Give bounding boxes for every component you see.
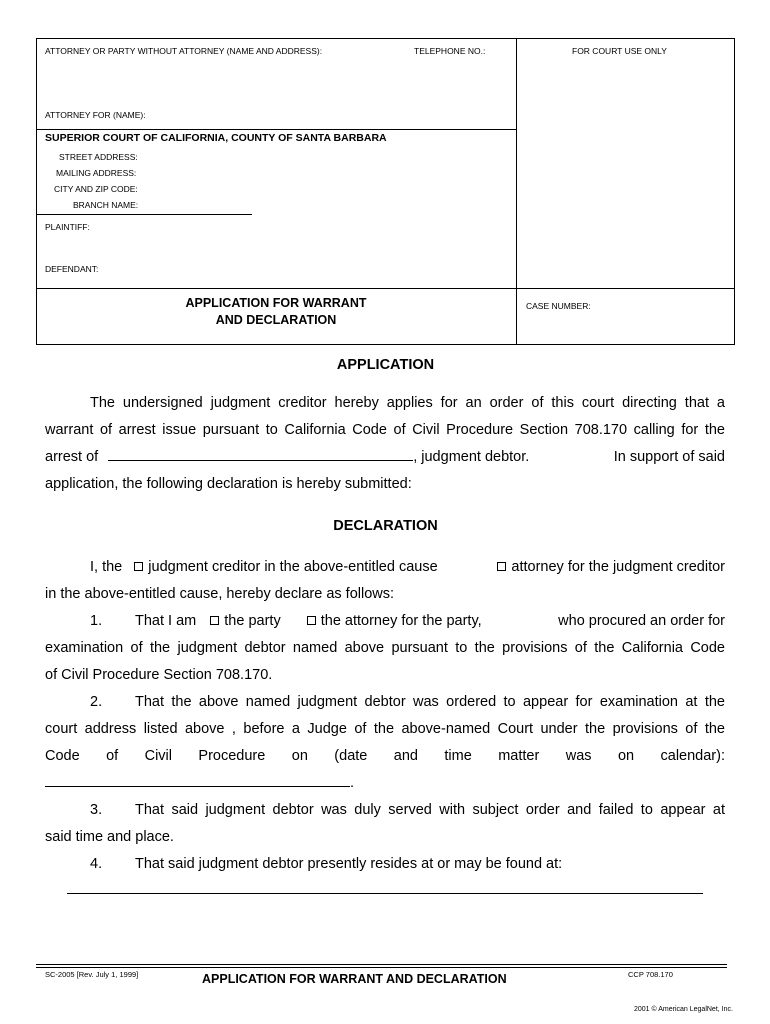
header-right-border bbox=[734, 38, 735, 345]
declaration-intro-line1 bbox=[45, 554, 725, 581]
form-id: SC-2005 [Rev. July 1, 1999] bbox=[45, 970, 139, 979]
paragraph-3-line2: said time and place. bbox=[45, 829, 174, 845]
application-heading: APPLICATION bbox=[336, 357, 435, 373]
paragraph-2-period: . bbox=[350, 775, 355, 791]
address-blank-line[interactable] bbox=[67, 893, 703, 894]
attorney-for-party-option: the attorney for the party, bbox=[320, 613, 482, 629]
paragraph-4-number: 4. bbox=[90, 856, 103, 872]
paragraph-3-line1 bbox=[45, 797, 725, 824]
telephone-label: TELEPHONE NO.: bbox=[414, 46, 486, 56]
paragraph-4-text: That said judgment debtor presently resides at or may be found at: bbox=[135, 856, 563, 872]
document-title-line1: APPLICATION FOR WARRANT bbox=[185, 296, 367, 310]
application-body bbox=[45, 390, 725, 498]
city-zip-label: CITY AND ZIP CODE: bbox=[54, 184, 138, 194]
copyright: 2001 © American LegalNet, Inc. bbox=[634, 1006, 733, 1013]
calendar-date-blank[interactable] bbox=[45, 772, 350, 787]
paragraph-4-line1 bbox=[45, 851, 725, 878]
declaration-intro-line2: in the above-entitled cause, hereby declare as follows: bbox=[45, 586, 395, 602]
footer-title: APPLICATION FOR WARRANT AND DECLARATION bbox=[202, 972, 507, 986]
paragraph-1-line2: examination of the judgment debtor named above pursuant to the provisions of the California Code bbox=[45, 640, 725, 656]
street-address-label: STREET ADDRESS: bbox=[59, 152, 138, 162]
court-use-label: FOR COURT USE ONLY bbox=[572, 46, 667, 56]
header-divider-title bbox=[36, 288, 735, 289]
footer-rule-top bbox=[36, 964, 727, 965]
application-line4: application, the following declaration is hereby submitted: bbox=[45, 476, 412, 492]
header-bottom-border bbox=[36, 344, 735, 345]
header-top-border bbox=[36, 38, 735, 39]
paragraph-2-line2: court address listed above , before a Judge of the above-named Court under the provisions of the bbox=[45, 721, 725, 737]
application-line2: warrant of arrest issue pursuant to California Code of Civil Procedure Section 708.170 calling for the bbox=[45, 422, 725, 438]
header-divider-parties bbox=[36, 214, 252, 215]
header-divider-court bbox=[36, 129, 516, 130]
paragraph-3-text: That said judgment debtor was duly served with subject order and failed to appear at bbox=[135, 802, 725, 818]
defendant-label: DEFENDANT: bbox=[45, 264, 99, 274]
document-title-line2: AND DECLARATION bbox=[215, 313, 337, 327]
paragraph-2-line4 bbox=[45, 770, 725, 797]
case-number-label: CASE NUMBER: bbox=[526, 301, 591, 311]
the-party-checkbox[interactable] bbox=[210, 616, 219, 625]
paragraph-2-number: 2. bbox=[90, 694, 103, 710]
arrest-of-text: arrest of bbox=[45, 449, 99, 465]
branch-name-label: BRANCH NAME: bbox=[73, 200, 139, 210]
application-line3 bbox=[45, 444, 725, 471]
procured-order-text: who procured an order for bbox=[558, 613, 725, 629]
debtor-name-blank[interactable] bbox=[108, 446, 413, 461]
paragraph-2-line1 bbox=[45, 689, 725, 716]
document-title bbox=[36, 295, 516, 329]
i-the-text: I, the bbox=[90, 559, 123, 575]
application-line1: The undersigned judgment creditor hereby applies for an order of this court directing that a bbox=[90, 395, 725, 411]
statute-code: CCP 708.170 bbox=[628, 970, 673, 979]
attorney-for-creditor-checkbox[interactable] bbox=[497, 562, 506, 571]
mailing-address-label: MAILING ADDRESS: bbox=[56, 168, 137, 178]
paragraph-1-line1 bbox=[45, 608, 725, 635]
paragraph-1-number: 1. bbox=[90, 613, 103, 629]
attorney-label: ATTORNEY OR PARTY WITHOUT ATTORNEY (NAME AND ADDRESS): bbox=[45, 46, 323, 56]
declaration-body bbox=[45, 554, 725, 878]
declaration-heading: DECLARATION bbox=[333, 518, 438, 534]
paragraph-2-line3: Code of Civil Procedure on (date and time matter was on calendar): bbox=[45, 748, 725, 764]
judgment-creditor-checkbox[interactable] bbox=[134, 562, 143, 571]
in-support-text: In support of said bbox=[613, 449, 725, 465]
judgment-creditor-option: judgment creditor in the above-entitled cause bbox=[148, 559, 438, 575]
court-name: SUPERIOR COURT OF CALIFORNIA, COUNTY OF SANTA BARBARA bbox=[45, 132, 387, 144]
header-column-divider bbox=[516, 38, 517, 345]
footer-rule-bottom bbox=[36, 967, 727, 968]
attorney-for-creditor-option: attorney for the judgment creditor bbox=[511, 559, 725, 575]
attorney-for-label: ATTORNEY FOR (NAME): bbox=[45, 110, 146, 120]
attorney-for-party-checkbox[interactable] bbox=[307, 616, 316, 625]
paragraph-3-number: 3. bbox=[90, 802, 103, 818]
paragraph-1-line3: of Civil Procedure Section 708.170. bbox=[45, 667, 273, 683]
judgment-debtor-text: , judgment debtor. bbox=[413, 449, 530, 465]
plaintiff-label: PLAINTIFF: bbox=[45, 222, 90, 232]
that-i-am-text: That I am bbox=[135, 613, 197, 629]
the-party-option: the party bbox=[224, 613, 281, 629]
paragraph-2-text: That the above named judgment debtor was ordered to appear for examination at the bbox=[135, 694, 725, 710]
